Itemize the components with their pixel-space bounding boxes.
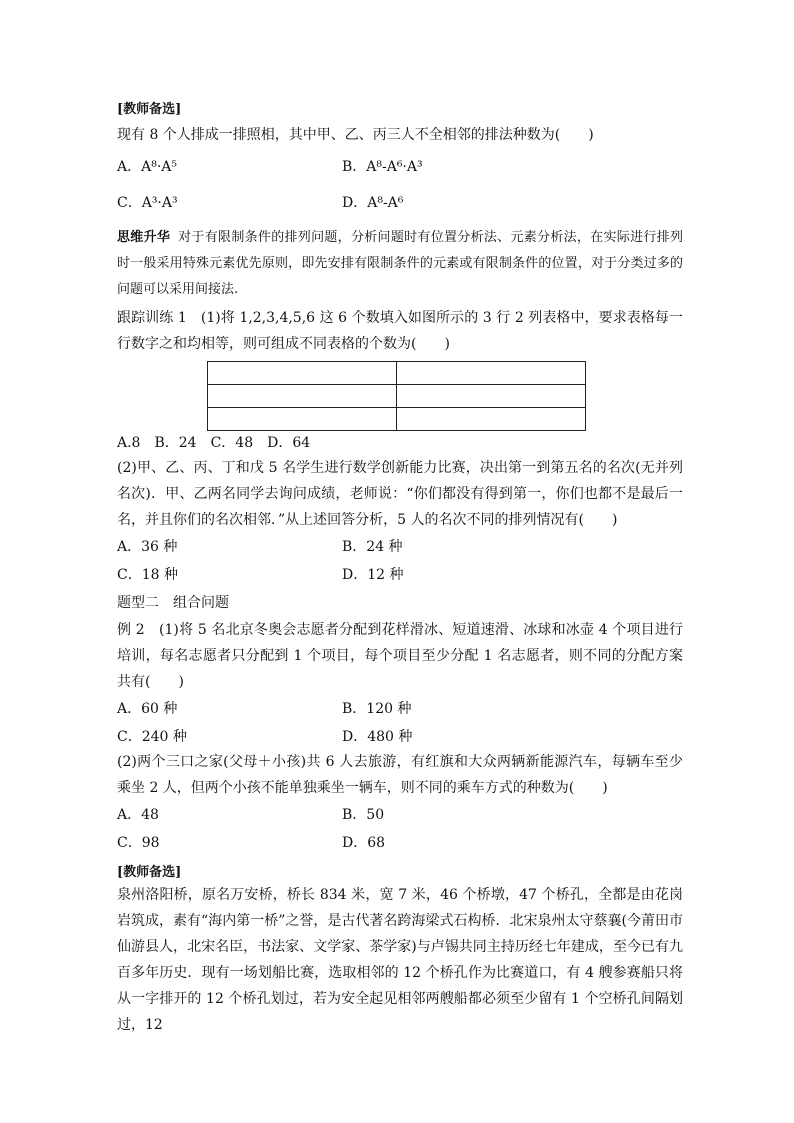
table-cell [208, 408, 397, 431]
table-cell [397, 408, 586, 431]
example-2-options-row-1 [117, 699, 683, 719]
option-a: A．36 种 [117, 539, 178, 555]
option-b: B．50 [342, 807, 385, 823]
training-1-part-2: (2)甲、乙、丙、丁和戊 5 名学生进行数学创新能力比赛，决出第一到第五名的名次(无并列名次)．甲、乙两名同学去询问成绩，老师说：“你们都没有得到第一，你们也都不是最后一名，并且你们的名次相邻．”从上述回答分析，5 人的名次不同的排列情况有( ) [117, 460, 683, 528]
table-cell [208, 362, 397, 385]
option-c: C．A³·A³ [117, 195, 178, 211]
question-1-stem: 现有 8 个人排成一排照相，其中甲、乙、丙三人不全相邻的排法种数为( ) [117, 127, 594, 143]
section-heading: 题型二 组合问题 [117, 595, 229, 611]
training-1-options-row-2 [117, 565, 683, 585]
teacher-pick-label: [教师备选] [117, 102, 182, 117]
training-1-part-1: 跟踪训练 1 (1)将 1,2,3,4,5,6 这 6 个数填入如图所示的 3 行 2 列表格中，要求表格每一行数字之和均相等，则可组成不同表格的个数为( ) [117, 310, 683, 352]
option-b: B．120 种 [342, 701, 412, 717]
thinking-summary-label: 思维升华 [117, 230, 171, 245]
teacher-pick-label: [教师备选] [117, 865, 182, 880]
document-page [117, 92, 683, 1038]
option-a: A．60 种 [117, 701, 178, 717]
option-c: C．18 种 [117, 567, 178, 583]
example-2-part-2: (2)两个三口之家(父母＋小孩)共 6 人去旅游，有红旗和大众两辆新能源汽车，每辆车至少乘坐 2 人，但两个小孩不能单独乘坐一辆车，则不同的乘车方式的种数为( ) [117, 754, 683, 796]
option-d: D．68 [342, 835, 386, 851]
example-2-options-row-3 [117, 805, 683, 825]
table-cell [208, 385, 397, 408]
option-c: C．98 [117, 835, 160, 851]
question-1-options-row-1 [117, 157, 683, 177]
question-1-options-row-2 [117, 193, 683, 213]
example-2-part-1: 例 2 (1)将 5 名北京冬奥会志愿者分配到花样滑冰、短道速滑、冰球和冰壶 4 个项目进行培训，每名志愿者只分配到 1 个项目，每个项目至少分配 1 名志愿者，则不同的分配方案共有( ) [117, 622, 683, 690]
table-row [208, 362, 586, 385]
thinking-summary [117, 225, 683, 303]
option-c: C．240 种 [117, 729, 187, 745]
example-2-options-row-4 [117, 833, 683, 853]
training-1-options: A.8 B．24 C．48 D．64 [117, 435, 311, 451]
option-b: B．A⁸-A⁶·A³ [342, 159, 423, 175]
luoyang-bridge-problem: 泉州洛阳桥，原名万安桥，桥长 834 米，宽 7 米，46 个桥墩，47 个桥孔，全都是由花岗岩筑成，素有“海内第一桥”之誉，是古代著名跨海梁式石构桥．北宋泉州太守蔡襄(今莆田市仙游县人，北宋名臣，书法家、文学家、茶学家)与卢锡共同主持历经七年建成，至今已有九百多年历史．现有一场划船比赛，选取相邻的 12 个桥孔作为比赛道口，有 4 艘参赛船只将从一字排开的 12 个桥孔划过，若为安全起见相邻两艘船都必须至少留有 1 个空桥孔间隔划过，12 [117, 887, 683, 1033]
option-d: D．A⁸-A⁶ [342, 195, 404, 211]
thinking-summary-text: 对于有限制条件的排列问题，分析问题时有位置分析法、元素分析法，在实际进行排列时一般采用特殊元素优先原则，即先安排有限制条件的元素或有限制条件的位置，对于分类过多的问题可以采用间接法. [117, 230, 683, 297]
answer-grid-table [207, 361, 586, 431]
option-b: B．24 种 [342, 539, 403, 555]
training-1-options-row-1 [117, 537, 683, 557]
table-row [208, 408, 586, 431]
example-2-options-row-2 [117, 727, 683, 747]
table-cell [397, 385, 586, 408]
table-cell [397, 362, 586, 385]
option-d: D．12 种 [342, 567, 404, 583]
option-a: A．A⁸·A⁵ [117, 159, 178, 175]
option-d: D．480 种 [342, 729, 413, 745]
table-row [208, 385, 586, 408]
option-a: A．48 [117, 807, 159, 823]
